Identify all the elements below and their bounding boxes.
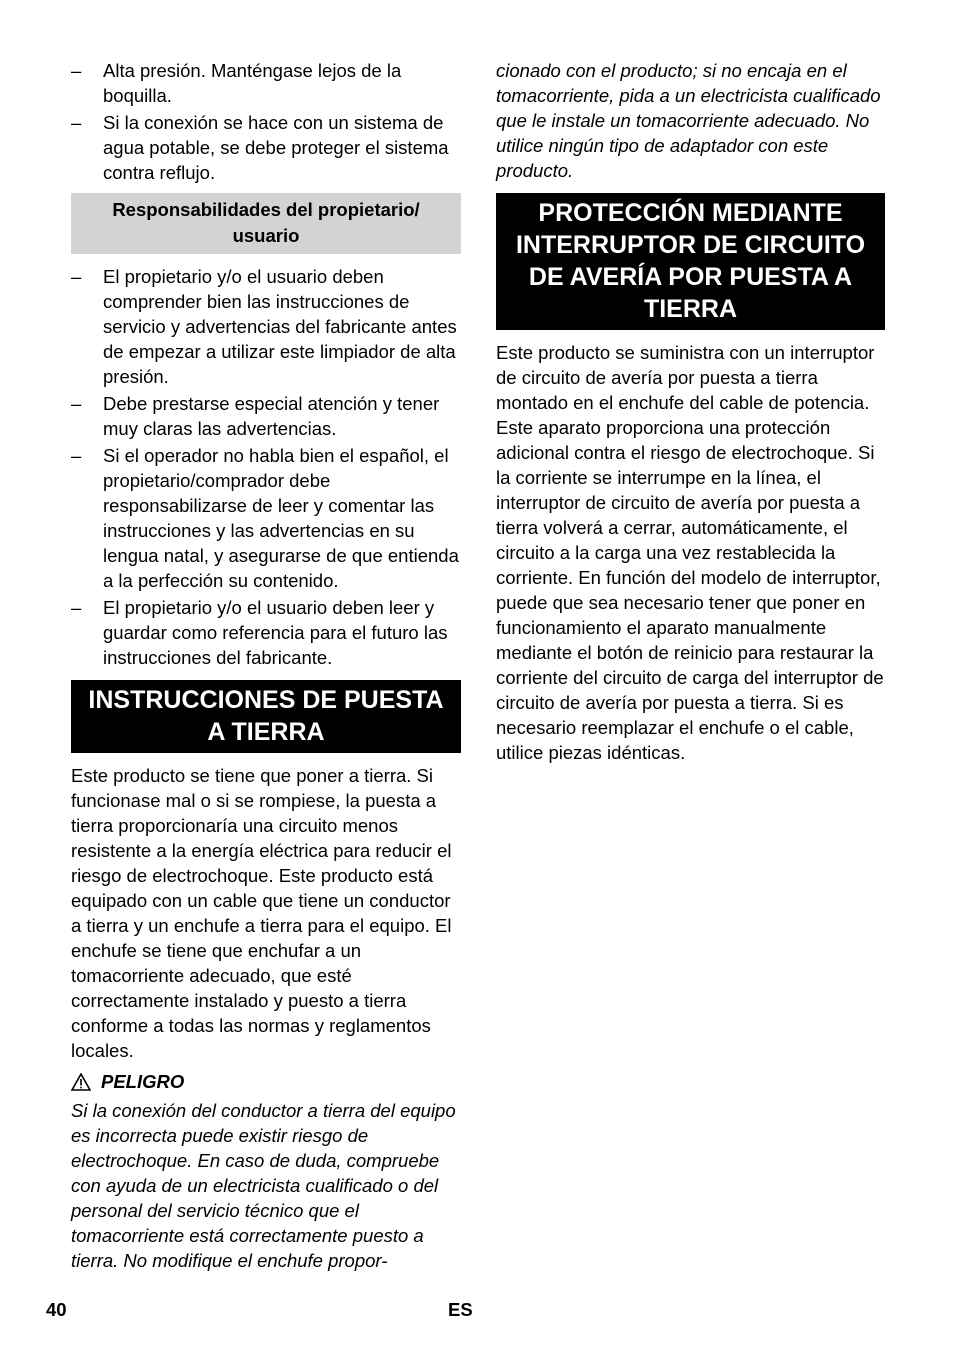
danger-paragraph: Si la conexión del conductor a tierra del equipo es incorrecta puede existir riesgo de electrochoque. En caso de duda, compruebe con ayuda de un electricista cualificado o del personal del servicio técnico que el tomacorriente está correctamente puesto a tierra. No modifique el enchufe propor- (71, 1100, 456, 1271)
dash-marker: – (71, 597, 82, 618)
dash-marker: – (71, 60, 82, 81)
bullet-list-top (71, 58, 461, 185)
list-item: – Alta presión. Manténgase lejos de la boquilla. (71, 60, 402, 106)
grounding-paragraph: Este producto se tiene que poner a tierra. Si funcionase mal o si se rompiese, la puesta a tierra proporcionaría una circuito menos resistente a la energía eléctrica para reducir el riesgo de electrochoque. Este producto está equipado con un cable que tiene un conductor a tierra y un enchufe a tierra para el equipo. El enchufe se tiene que enchufar a un tomacorriente adecuado, que esté correctamente instalado y puesto a tierra conforme a todas las normas y reglamentos locales. (71, 765, 452, 1061)
dash-marker: – (71, 393, 82, 414)
list-item: – Si la conexión se hace con un sistema de agua potable, se debe proteger el sistema contra reflujo. (71, 112, 449, 183)
gfci-paragraph: Este producto se suministra con un interruptor de circuito de avería por puesta a tierra montado en el enchufe del cable de potencia. Este aparato proporciona una protección adicional contra el riesgo de electrochoque. Si la corriente se interrumpe en la línea, el interruptor de circuito de avería por puesta a tierra volverá a cerrar, automáticamente, el circuito a la carga una vez restablecida la corriente. En función del modelo de interruptor, puede que sea necesario tener que poner en funcionamiento el aparato manualmente mediante el botón de reinicio para restaurar la corriente del circuito de carga del interruptor de circuito de avería por puesta a tierra. Si es necesario reemplazar el enchufe o el cable, utilice piezas idénticas. (496, 342, 884, 763)
dash-marker: – (71, 445, 82, 466)
list-item: – El propietario y/o el usuario deben leer y guardar como referencia para el futuro las instrucciones del fabricante. (71, 597, 448, 668)
right-column (496, 58, 885, 765)
list-item: – El propietario y/o el usuario deben comprender bien las instrucciones de servicio y advertencias del fabricante antes de empezar a utilizar este limpiador de alta presión. (71, 266, 457, 387)
dash-marker: – (71, 266, 82, 287)
bullet-list-responsibilities (71, 264, 461, 670)
list-item: – Si el operador no habla bien el español, el propietario/comprador debe responsabilizarse de leer y comentar las instrucciones y las advertencias en su lengua natal, y asegurarse de que entienda a la perfección su contenido. (71, 445, 459, 591)
language-code: ES (448, 1299, 473, 1320)
warning-triangle-icon (71, 1073, 91, 1091)
dash-marker: – (71, 112, 82, 133)
left-column (71, 58, 461, 1273)
danger-label-row (71, 1069, 461, 1094)
heading-gfci-protection: PROTECCIÓN MEDIANTE INTERRUPTOR DE CIRCUITO DE AVERÍA POR PUESTA A TIERRA (496, 193, 885, 330)
page-number: 40 (46, 1299, 67, 1320)
heading-grounding-instructions: INSTRUCCIONES DE PUESTA A TIERRA (71, 680, 461, 753)
list-item: – Debe prestarse especial atención y tener muy claras las advertencias. (71, 393, 440, 439)
subheading-responsibilities: Responsabilidades del propietario/ usuario (71, 193, 461, 254)
danger-label: PELIGRO (101, 1071, 185, 1092)
danger-paragraph-continued: cionado con el producto; si no encaja en el tomacorriente, pida a un electricista cualificado que le instale un tomacorriente adecuado. No utilice ningún tipo de adaptador con este producto. (496, 60, 881, 181)
